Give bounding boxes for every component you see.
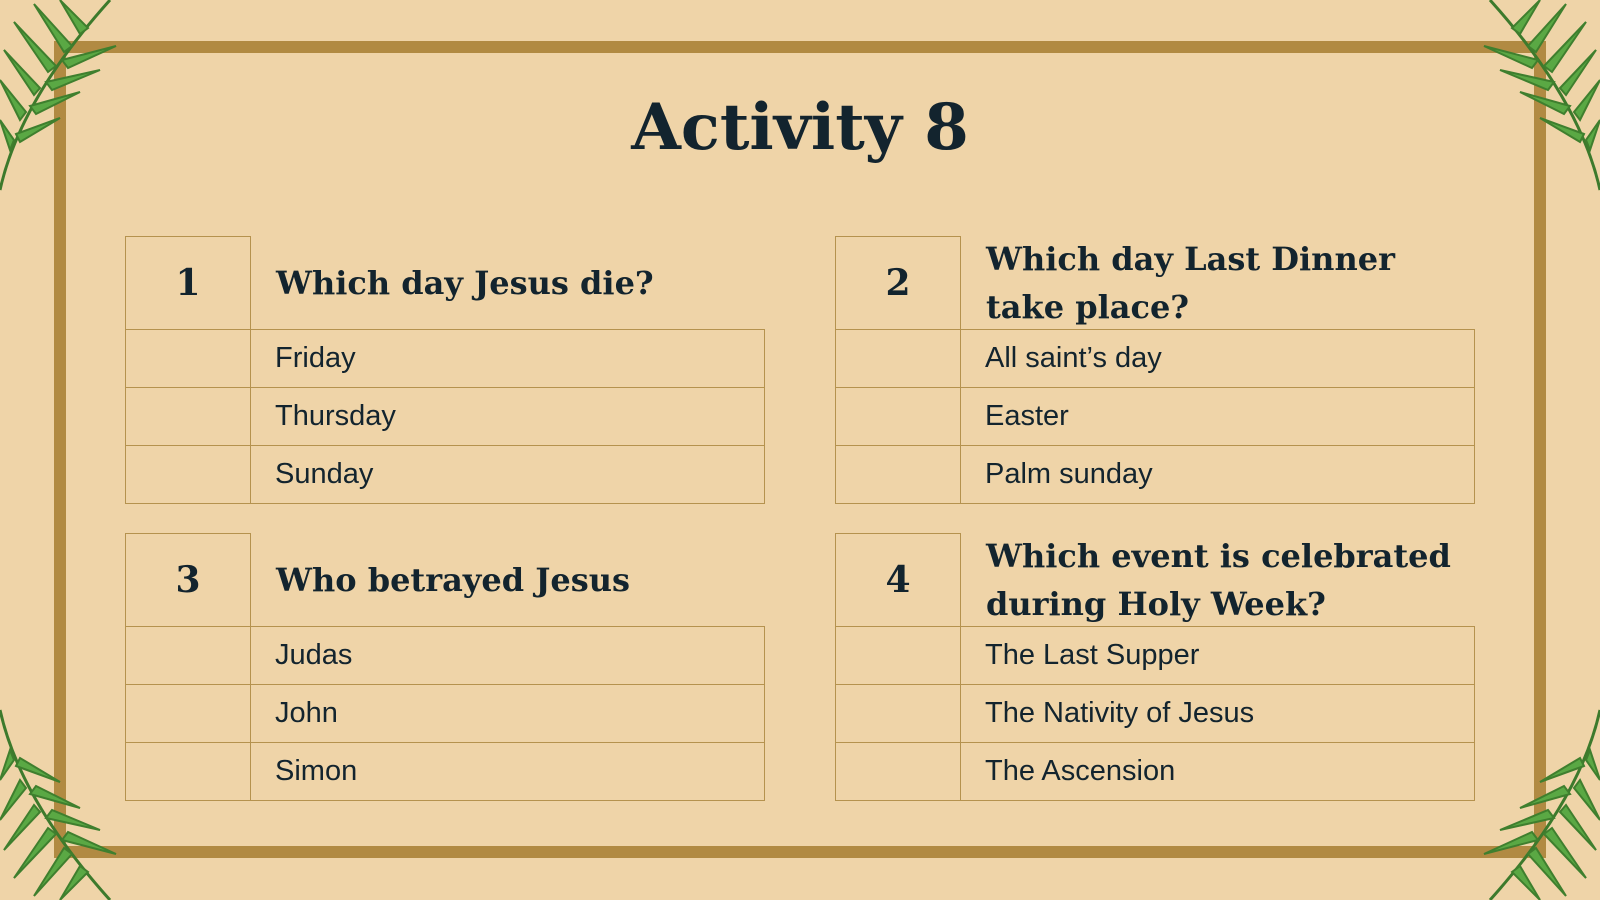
answer-label[interactable]: The Nativity of Jesus [960, 684, 1475, 743]
answer-option[interactable] [125, 330, 765, 388]
answer-checkbox[interactable] [835, 329, 961, 388]
answer-checkbox[interactable] [835, 387, 961, 446]
question-number: 4 [835, 533, 961, 627]
question-row [835, 236, 1475, 330]
question-number: 2 [835, 236, 961, 330]
answer-option[interactable] [835, 446, 1475, 504]
question-text: Which event is celebrated during Holy Week? [986, 537, 1451, 623]
answer-option[interactable] [125, 627, 765, 685]
answer-label[interactable]: Easter [960, 387, 1475, 446]
question-text: Who betrayed Jesus [276, 561, 631, 599]
answer-label[interactable]: Simon [250, 742, 765, 801]
frame-bottom-border [60, 846, 1540, 858]
answer-checkbox[interactable] [125, 626, 251, 685]
question-row [835, 533, 1475, 627]
quiz-block-2 [835, 236, 1475, 504]
answer-checkbox[interactable] [835, 445, 961, 504]
page-title: Activity 8 [631, 90, 969, 165]
answer-label[interactable]: Friday [250, 329, 765, 388]
answer-checkbox[interactable] [125, 684, 251, 743]
question-text: Which day Jesus die? [276, 264, 654, 302]
answer-checkbox[interactable] [125, 445, 251, 504]
answer-checkbox[interactable] [835, 626, 961, 685]
answer-option[interactable] [835, 388, 1475, 446]
answer-option[interactable] [835, 627, 1475, 685]
question-row [125, 533, 765, 627]
answer-option[interactable] [835, 685, 1475, 743]
question-number: 1 [125, 236, 251, 330]
answer-option[interactable] [125, 685, 765, 743]
answer-label[interactable]: The Ascension [960, 742, 1475, 801]
palm-leaf-icon [0, 700, 120, 900]
answer-option[interactable] [125, 743, 765, 801]
question-row [125, 236, 765, 330]
answer-checkbox[interactable] [835, 742, 961, 801]
answer-label[interactable]: Judas [250, 626, 765, 685]
frame-top-border [60, 41, 1540, 53]
answer-option[interactable] [125, 388, 765, 446]
quiz-block-3 [125, 533, 765, 801]
answer-label[interactable]: Sunday [250, 445, 765, 504]
quiz-block-1 [125, 236, 765, 504]
question-text: Which day Last Dinner take place? [986, 240, 1395, 326]
answer-option[interactable] [835, 743, 1475, 801]
answer-checkbox[interactable] [125, 329, 251, 388]
answer-label[interactable]: John [250, 684, 765, 743]
answer-checkbox[interactable] [125, 742, 251, 801]
answer-label[interactable]: The Last Supper [960, 626, 1475, 685]
answer-checkbox[interactable] [835, 684, 961, 743]
answer-option[interactable] [835, 330, 1475, 388]
answer-label[interactable]: All saint’s day [960, 329, 1475, 388]
answer-label[interactable]: Palm sunday [960, 445, 1475, 504]
answer-option[interactable] [125, 446, 765, 504]
question-number: 3 [125, 533, 251, 627]
quiz-block-4 [835, 533, 1475, 801]
answer-label[interactable]: Thursday [250, 387, 765, 446]
answer-checkbox[interactable] [125, 387, 251, 446]
palm-leaf-icon [1480, 700, 1600, 900]
